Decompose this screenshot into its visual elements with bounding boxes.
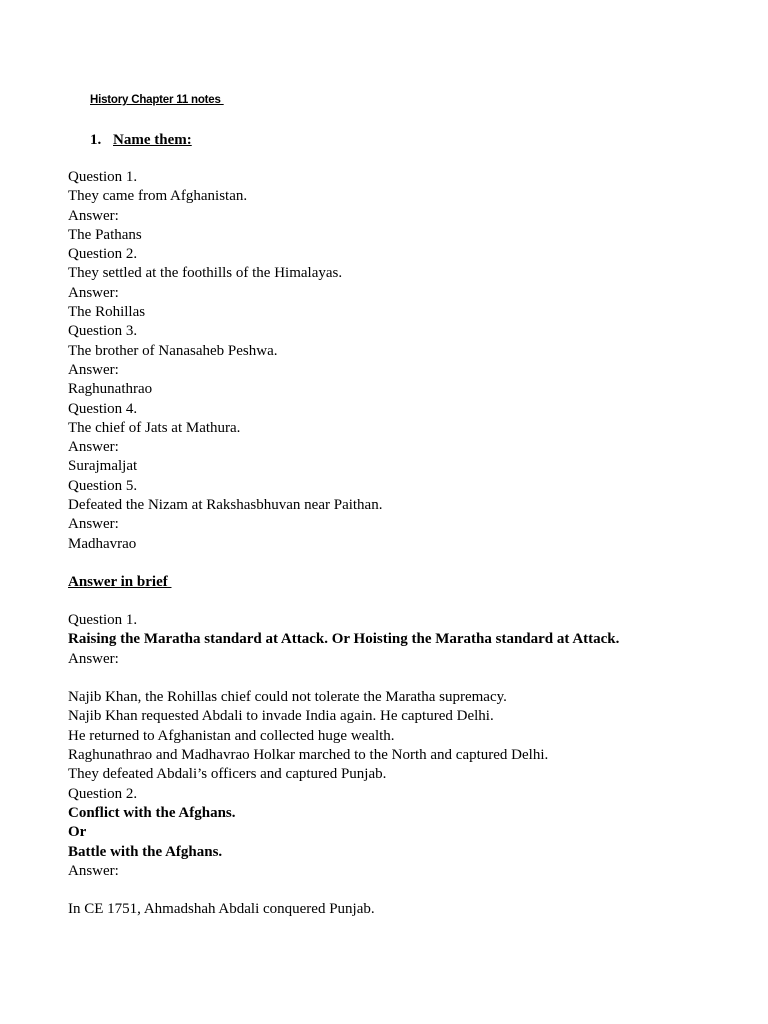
answer-text: The Pathans <box>68 226 142 243</box>
answer-label: Answer: <box>68 361 119 378</box>
answer-label: Answer: <box>68 207 119 224</box>
question-text: Battle with the Afghans. <box>68 843 223 860</box>
answer-text: Madhavrao <box>68 535 137 552</box>
question-label: Question 1. <box>68 169 138 185</box>
answer-label: Answer: <box>68 862 119 879</box>
question-text: The brother of Nanasaheb Peshwa. <box>68 342 278 359</box>
answer-label: Answer: <box>68 516 119 533</box>
blank-line <box>68 669 619 688</box>
document-title: History Chapter 11 notes <box>90 94 224 106</box>
answer-text: Raghunathrao <box>68 381 153 398</box>
answer-text: Najib Khan requested Abdali to invade India again. He captured Delhi. <box>68 708 494 725</box>
section-heading-name-them <box>90 131 192 150</box>
question-label: Question 2. <box>68 246 138 263</box>
name-them-qa-list <box>68 168 382 554</box>
question-text: They settled at the foothills of the Himalayas. <box>68 265 343 282</box>
blank-line <box>68 881 619 900</box>
question-text-or: Or <box>68 824 87 841</box>
question-label: Question 1. <box>68 612 138 628</box>
question-text: Raising the Maratha standard at Attack. Or Hoisting the Maratha standard at Attack. <box>68 631 620 648</box>
section-heading-answer-in-brief: Answer in brief <box>68 574 172 590</box>
question-label: Question 4. <box>68 400 138 417</box>
answer-in-brief-list <box>68 611 619 920</box>
answer-text: In CE 1751, Ahmadshah Abdali conquered Punjab. <box>68 901 375 918</box>
answer-text: Surajmaljat <box>68 458 138 475</box>
question-label: Question 2. <box>68 785 138 802</box>
answer-label: Answer: <box>68 439 119 456</box>
section-number: 1. <box>90 132 102 148</box>
question-text: The chief of Jats at Mathura. <box>68 419 241 436</box>
question-text: They came from Afghanistan. <box>68 188 248 205</box>
answer-label: Answer: <box>68 650 119 667</box>
section-heading-answer-in-brief-wrap <box>68 573 171 592</box>
answer-text: They defeated Abdali’s officers and captured Punjab. <box>68 766 387 783</box>
answer-text: Najib Khan, the Rohillas chief could not tolerate the Maratha supremacy. <box>68 689 507 706</box>
answer-text: Raghunathrao and Madhavrao Holkar marched to the North and captured Delhi. <box>68 747 549 764</box>
answer-text: He returned to Afghanistan and collected huge wealth. <box>68 727 395 744</box>
question-label: Question 3. <box>68 323 138 340</box>
question-label: Question 5. <box>68 477 138 494</box>
answer-text: The Rohillas <box>68 304 146 321</box>
answer-label: Answer: <box>68 284 119 301</box>
question-text: Defeated the Nizam at Rakshasbhuvan near Paithan. <box>68 497 383 514</box>
question-text: Conflict with the Afghans. <box>68 804 236 821</box>
section-heading-text: Name them: <box>113 132 192 148</box>
